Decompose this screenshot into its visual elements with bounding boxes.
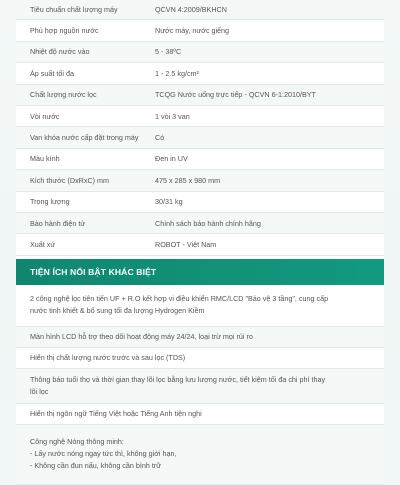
spec-row <box>16 170 384 191</box>
feature-line: Hiển thị chất lượng nước trước và sau lọc (TDS) <box>30 352 186 362</box>
feature-line: Hiển thị ngôn ngữ Tiếng Việt hoặc Tiếng Anh tiện nghi <box>30 408 202 418</box>
spec-label: Phù hợp nguồn nước <box>30 26 99 36</box>
spec-row <box>16 85 384 106</box>
spec-value: Đen in UV <box>155 154 188 164</box>
feature-line: lõi lọc <box>30 386 49 396</box>
feature-item <box>16 425 384 485</box>
spec-value: Chính sách bảo hành chính hãng <box>155 218 261 228</box>
spec-label: Vòi nước <box>30 111 60 121</box>
spec-label: Xuất xứ <box>30 239 56 249</box>
feature-item <box>16 348 384 369</box>
feature-line: - Không cần đun nấu, không cần bình trữ <box>30 461 162 471</box>
feature-line: 2 công nghệ lọc tiên tiến UF + R.O kết hợp vi điều khiển RMC/LCD "Bảo vệ 3 tầng", cung cấp <box>30 294 329 304</box>
spec-sheet <box>16 0 384 485</box>
spec-value: ROBOT - Việt Nam <box>155 239 217 249</box>
spec-label: Van khóa nước cấp đặt trong máy <box>30 133 139 143</box>
spec-value: 1 vòi 3 van <box>155 111 190 121</box>
feature-line: Thông báo tuổi thọ và thời gian thay lõi lọc bằng lưu lượng nước, tiết kiệm tối đa chi phí thay <box>30 374 326 384</box>
feature-item <box>16 404 384 425</box>
spec-row <box>16 213 384 234</box>
spec-label: Chất lượng nước lọc <box>30 90 97 100</box>
spec-row <box>16 149 384 170</box>
spec-label: Tiêu chuẩn chất lượng máy <box>30 4 118 14</box>
spec-label: Bảo hành điện tử <box>30 218 86 228</box>
spec-value: TCQG Nước uống trực tiếp - QCVN 6-1:2010/BYT <box>155 90 316 100</box>
spec-row <box>16 63 384 84</box>
section-title: TIỆN ÍCH NỔI BẬT KHÁC BIỆT <box>16 259 384 285</box>
spec-value: 5 - 38ºC <box>155 47 182 57</box>
spec-value: Có <box>155 133 165 143</box>
feature-line: - Lấy nước nóng ngay tức thì, không giới hạn, <box>30 449 177 459</box>
spec-value: 30/31 kg <box>155 197 183 207</box>
spec-row <box>16 127 384 148</box>
spec-value: 1 - 2.5 kg/cm² <box>155 68 199 78</box>
spec-label: Kích thước (DxRxC) mm <box>30 175 110 185</box>
spec-label: Trọng lượng <box>30 197 70 207</box>
feature-line: Màn hình LCD hỗ trợ theo dõi hoạt động máy 24/24, loại trừ mọi rủi ro <box>30 331 253 341</box>
feature-line: nước tinh khiết & bổ sung tối đa lượng Hydrogen Kiềm <box>30 306 205 316</box>
feature-item <box>16 327 384 348</box>
spec-table <box>16 0 384 256</box>
spec-label: Màu kính <box>30 154 60 164</box>
spec-row <box>16 106 384 127</box>
spec-value: Nước máy, nước giếng <box>155 26 230 36</box>
spec-value: QCVN 4:2009/BKHCN <box>155 4 227 14</box>
spec-row <box>16 234 384 255</box>
feature-line: Công nghệ Nóng thông minh: <box>30 437 124 447</box>
spec-label: Áp suất tối đa <box>30 68 74 78</box>
spec-row <box>16 0 384 20</box>
spec-row <box>16 20 384 41</box>
feature-item <box>16 369 384 404</box>
feature-list <box>16 285 384 485</box>
spec-row <box>16 42 384 63</box>
feature-item <box>16 285 384 327</box>
spec-row <box>16 192 384 213</box>
spec-label: Nhiệt độ nước vào <box>30 47 90 57</box>
spec-value: 475 x 285 x 980 mm <box>155 175 221 185</box>
